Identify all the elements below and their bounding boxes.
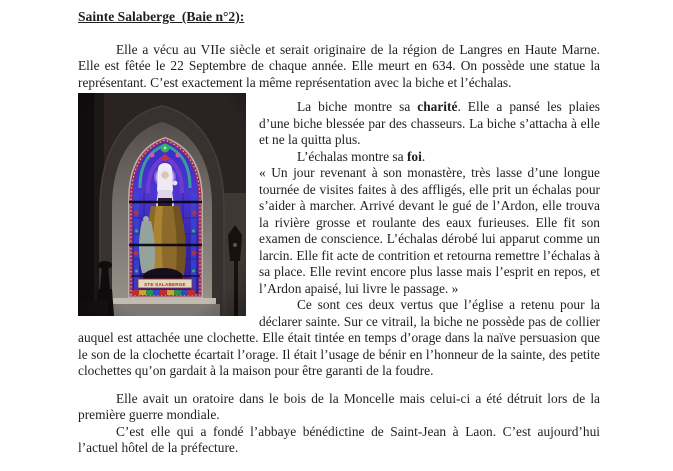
stained-glass-photo [78, 93, 246, 316]
text-run: . [421, 148, 426, 164]
oratoire-paragraph: Elle avait un oratoire dans le bois de la Moncelle mais celui-ci a été détruit lors de la première guerre mondiale. [78, 390, 600, 422]
abbaye-paragraph: C’est elle qui a fondé l’abbaye bénédictine de Saint-Jean à Laon. C’est aujourd’hui l’actuel hôtel de la préfecture. [78, 423, 600, 455]
text-run: La biche montre sa [297, 99, 418, 114]
photo-vignette [78, 93, 246, 316]
quote-paragraph: « Un jour revenant à son monastère, très lasse d’une longue tournée de visites faites à des affligés, elle prit un échalas pour s’aider à marcher. Arrivé devant le gué de l’Ardon, elle trouva la rivière grosse et roulante des eaux furieuses. Elle fit son examen de conscience. L’échalas dérobé lui apparut comme un larcin. Elle fit acte de contrition et retourna remettre l’échalas à sa place. Elle revint encore plus lasse mais l’esprit en repos, et l’Ardon apaisé, lui livre le passage. » [259, 165, 600, 296]
vertus-paragraph: Ce sont ces deux vertus que l’église a retenu pour la déclarer sainte. Sur ce vitrail, la biche ne possède pas de collier auquel est attachée une clochette. Elle était tintée en temps d’orage dans la naïve persuasion que le son de la clochette écartait l’orage. Il était l’usage de bénir en l’honneur de la sainte, des petite clochettes qu’on gardait à la maison pour être garanti de la foudre. [78, 297, 600, 378]
text-run: . Elle a pansé les plaies d’une biche blessée par des chasseurs. La biche s’attacha à elle et ne la quitta plus. [259, 99, 600, 147]
bold-word-foi: foi [406, 148, 422, 164]
intro-paragraph: Elle a vécu au VIIe siècle et serait originaire de la région de Langres en Haute Marne. Elle est fêtée le 22 Septembre de chaque année. Elle meurt en 634. On possède une statue la représentant. C’est exactement la même représentation avec la biche et l’échalas. [78, 41, 600, 90]
stained-glass-window-image [78, 93, 246, 316]
document-title: Sainte Salaberge (Baie n°2): [78, 9, 245, 24]
text-run: L’échalas montre sa [297, 148, 407, 164]
bold-word-charite: charité [417, 99, 458, 114]
